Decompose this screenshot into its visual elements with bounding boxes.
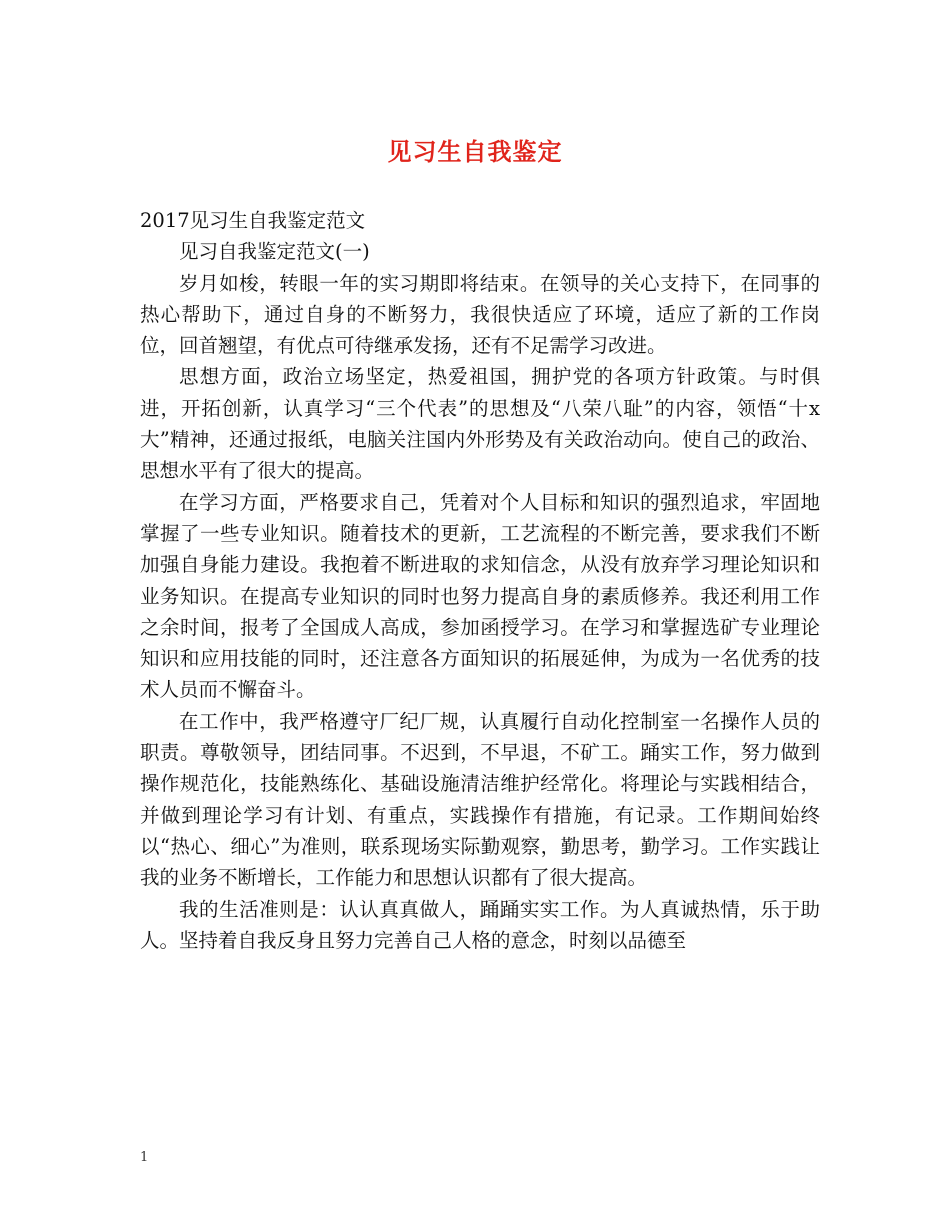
- paragraph: 在学习方面，严格要求自己，凭着对个人目标和知识的强烈追求，牢固地掌握了一些专业知识。随着技术的更新，工艺流程的不断完善，要求我们不断加强自身能力建设。我抱着不断进取的求知信念，从没有放弃学习理论知识和业务知识。在提高专业知识的同时也努力提高自身的素质修养。我还利用工作之余时间，报考了全国成人高成，参加函授学习。在学习和掌握选矿专业理论知识和应用技能的同时，还注意各方面知识的拓展延伸，为成为一名优秀的技术人员而不懈奋斗。: [140, 490, 820, 702]
- paragraph: 我的生活准则是：认认真真做人，踊踊实实工作。为人真诚热情，乐于助人。坚持着自我反身且努力完善自己人格的意念，时刻以品德至: [140, 897, 820, 952]
- paragraph: 在工作中，我严格遵守厂纪厂规，认真履行自动化控制室一名操作人员的职责。尊敬领导，团结同事。不迟到，不早退，不矿工。踊实工作，努力做到操作规范化，技能熟练化、基础设施清洁维护经常化。将理论与实践相结合，并做到理论学习有计划、有重点，实践操作有措施，有记录。工作期间始终以“热心、细心”为准则，联系现场实际勤观察，勤思考，勤学习。工作实践让我的业务不断增长，工作能力和思想认识都有了很大提高。: [140, 709, 820, 890]
- section-heading: 见习自我鉴定范文(一): [179, 240, 370, 264]
- document-subtitle: 2017见习生自我鉴定范文: [140, 209, 366, 232]
- document-body: [140, 205, 820, 956]
- document-title: 见习生自我鉴定: [387, 137, 563, 166]
- paragraph: 岁月如梭，转眼一年的实习期即将结束。在领导的关心支持下，在同事的热心帮助下，通过自身的不断努力，我很快适应了环境，适应了新的工作岗位，回首翘望，有优点可待继承发扬，还有不足需学习改进。: [140, 271, 820, 358]
- paragraph: 思想方面，政治立场坚定，热爱祖国，拥护党的各项方针政策。与时俱进，开拓创新，认真学习“三个代表”的思想及“八荣八耻”的内容，领悟“十x大”精神，还通过报纸，电脑关注国内外形势及有关政治动向。使自己的政治、思想水平有了很大的提高。: [140, 365, 820, 483]
- page-number: 1: [140, 1150, 149, 1165]
